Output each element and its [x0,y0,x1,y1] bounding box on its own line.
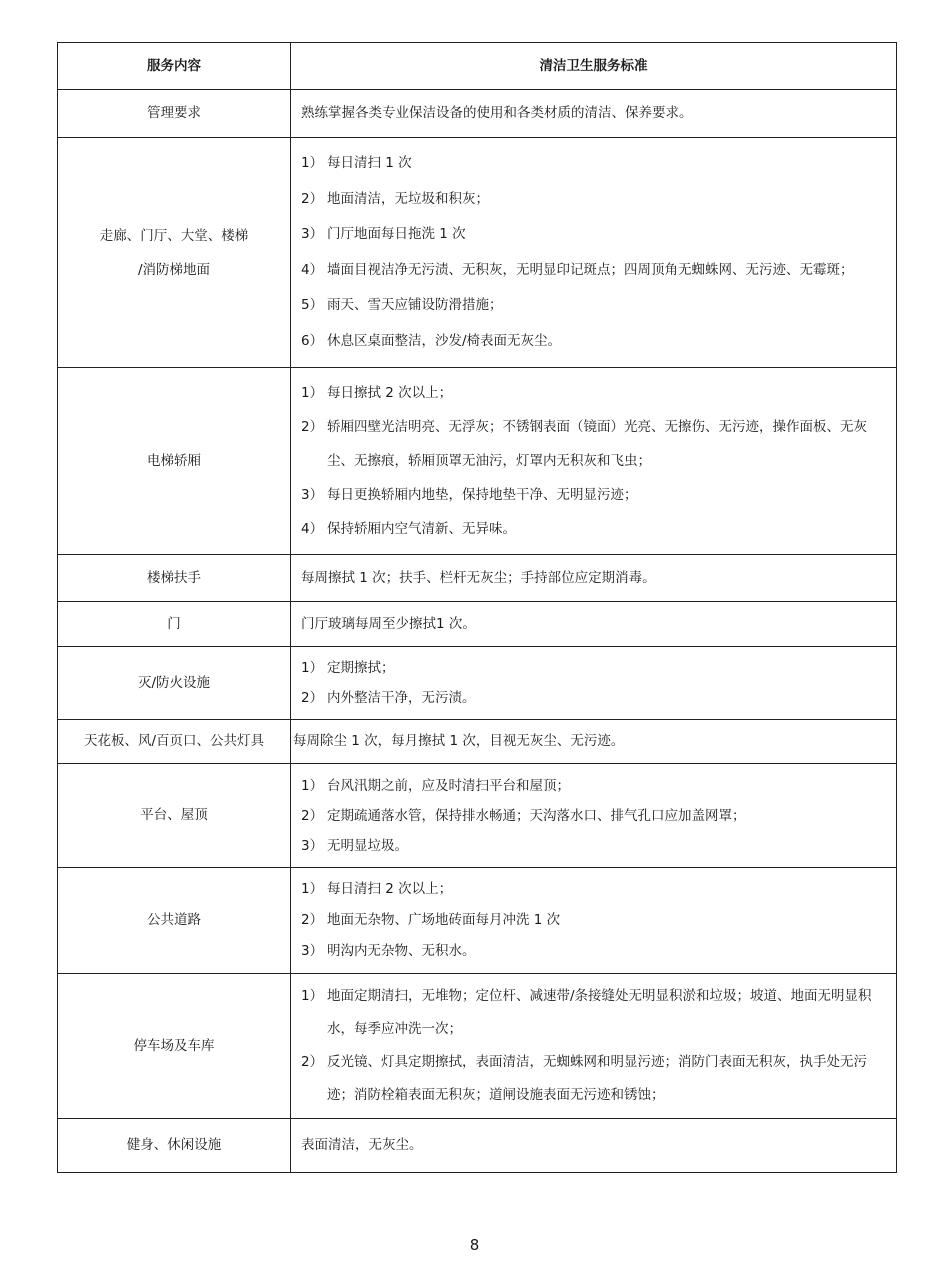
header-cleaning-standard: 清洁卫生服务标准 [291,43,897,90]
service-item: 天花板、风/百页口、公共灯具 [58,720,291,764]
table-row [58,1119,897,1173]
service-item: 管理要求 [58,90,291,138]
service-standard: 每周除尘 1 次，每月擦拭 1 次，目视无灰尘、无污迹。 [291,720,897,764]
service-item [58,138,291,368]
table-row [58,368,897,555]
standard-line: 4） 墙面目视洁净无污渍、无积灰，无明显印记斑点；四周顶角无蜘蛛网、无污迹、无霉斑； [301,261,854,278]
table-row [58,647,897,720]
table-row [58,868,897,974]
service-item: 门 [58,602,291,647]
standard-line: 1） 每日清扫 1 次 [301,155,412,171]
service-item: 停车场及车库 [58,974,291,1119]
table-row [58,720,897,764]
standard-line: 1） 地面定期清扫，无堆物；定位杆、减速带/条接缝处无明显积淤和垃圾；坡道、地面无明显积水，每季应冲洗一次； [301,988,872,1037]
service-item: 楼梯扶手 [58,555,291,602]
service-item: 平台、屋顶 [58,764,291,868]
standard-line: 2） 反光镜、灯具定期擦拭，表面清洁，无蜘蛛网和明显污迹；消防门表面无积灰，执手处无污迹；消防栓箱表面无积灰；道闸设施表面无污迹和锈蚀； [301,1054,867,1103]
standard-line: 2） 内外整洁干净，无污渍。 [301,690,476,706]
service-item-line: /消防梯地面 [137,261,211,278]
table-row [58,90,897,138]
standard-line: 1） 台风汛期之前，应及时清扫平台和屋顶； [301,777,570,794]
table-row [58,974,897,1119]
table-row [58,602,897,647]
service-standard: 每周擦拭 1 次；扶手、栏杆无灰尘；手持部位应定期消毒。 [291,555,897,602]
service-standard [291,974,897,1119]
standard-line: 1） 每日清扫 2 次以上； [301,881,453,897]
standard-line: 3） 无明显垃圾。 [301,837,408,854]
header-service-content: 服务内容 [58,43,291,90]
service-standard: 表面清洁，无灰尘。 [291,1119,897,1173]
page-number: 8 [469,1236,480,1254]
standard-line: 5） 雨天、雪天应铺设防滑措施； [301,297,503,313]
service-standard [291,138,897,368]
standard-line: 1） 每日擦拭 2 次以上； [301,385,453,401]
standard-line: 3） 明沟内无杂物、无积水。 [301,943,476,959]
service-standard [291,368,897,555]
standard-line: 2） 地面清洁，无垃圾和积灰； [301,190,489,207]
standard-line: 6） 休息区桌面整洁，沙发/椅表面无灰尘。 [301,332,562,349]
standard-line: 4） 保持轿厢内空气清新、无异味。 [301,521,516,537]
service-item: 公共道路 [58,868,291,974]
service-standard [291,868,897,974]
table-row [58,555,897,602]
standard-line: 3） 每日更换轿厢内地垫，保持地垫干净、无明显污迹； [301,487,638,503]
standard-line: 1） 定期擦拭； [301,660,395,676]
service-item: 灭/防火设施 [58,647,291,720]
table-row [58,764,897,868]
service-item: 健身、休闲设施 [58,1119,291,1173]
standard-line: 3） 门厅地面每日拖洗 1 次 [301,226,466,242]
service-item: 电梯轿厢 [58,368,291,555]
table-row [58,138,897,368]
service-standard [291,764,897,868]
standard-line: 2） 定期疏通落水管，保持排水畅通；天沟落水口、排气孔口应加盖网罩； [301,807,746,824]
service-standard: 门厅玻璃每周至少擦拭1 次。 [291,602,897,647]
service-standard [291,647,897,720]
cleaning-standards-table [57,42,897,1173]
service-standard: 熟练掌握各类专业保洁设备的使用和各类材质的清洁、保养要求。 [291,90,897,138]
standard-line: 2） 轿厢四壁光洁明亮、无浮灰；不锈钢表面（镜面）光亮、无擦伤、无污迹，操作面板、无灰尘、无擦痕，轿厢顶罩无油污，灯罩内无积灰和飞虫； [301,419,867,469]
service-item-line: 走廊、门厅、大堂、楼梯 [99,227,249,244]
table-header-row [58,43,897,90]
standard-line: 2） 地面无杂物、广场地砖面每月冲洗 1 次 [301,912,561,928]
